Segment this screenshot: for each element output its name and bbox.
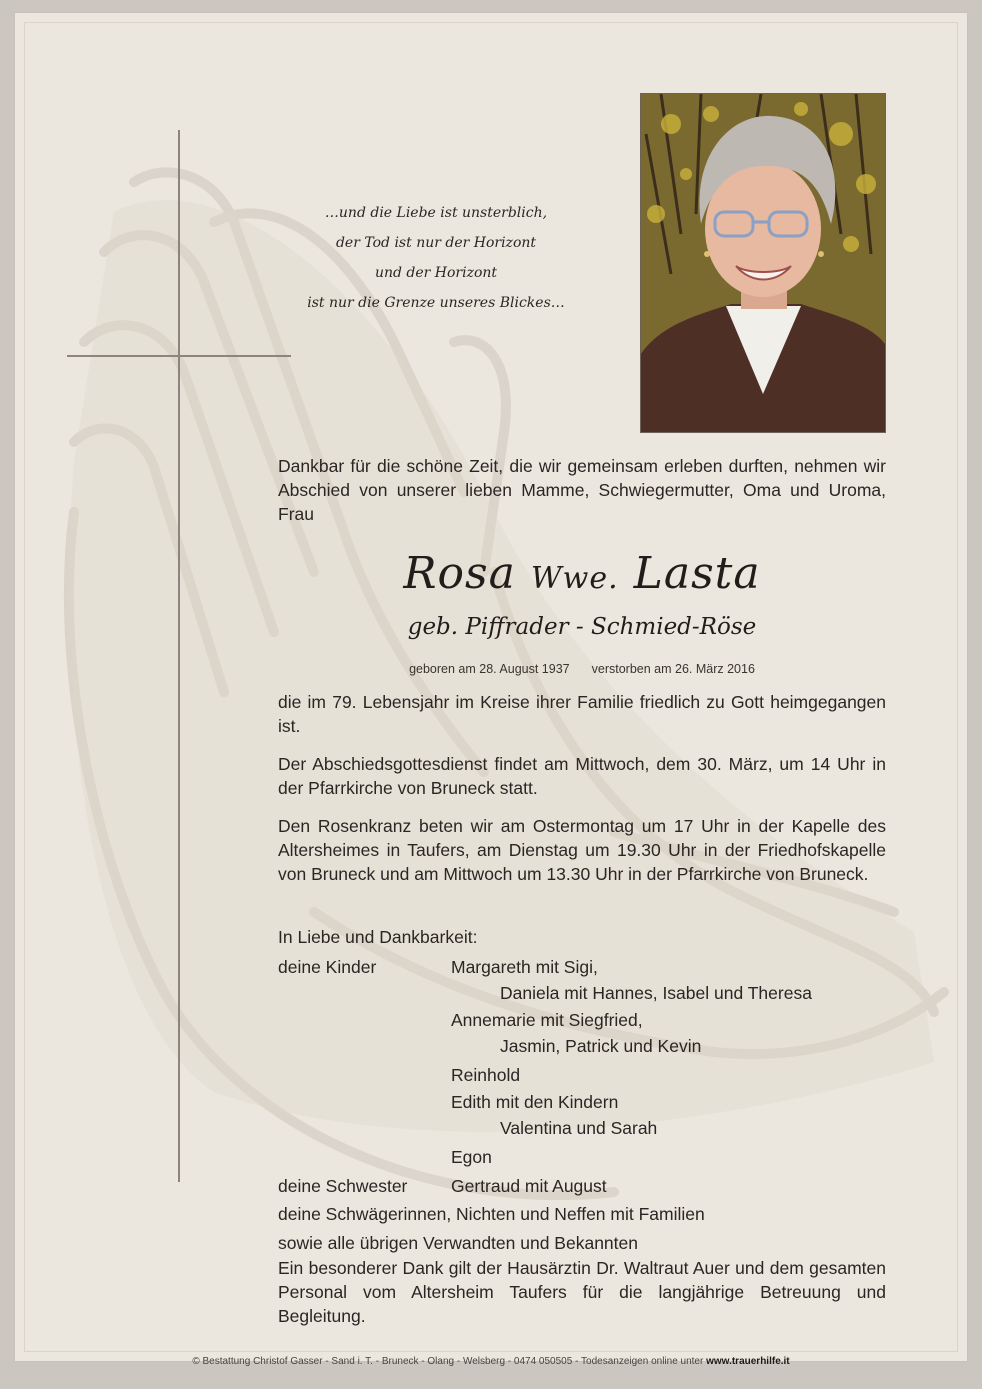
mourner-entry: Egon xyxy=(451,1147,492,1167)
obituary-card xyxy=(14,12,968,1367)
closing-thanks: Ein besonderer Dank gilt der Hausärztin Dr. Waltraut Auer und dem gesamten Personal vom Altersheim Taufers für die langjährige Betreuung und Begleitung. xyxy=(278,1258,886,1326)
poem-line: und der Horizont xyxy=(374,265,498,281)
relatives-line: deine Schwägerinnen, Nichten und Neffen mit Familien xyxy=(278,1204,705,1224)
mourner-entry: Valentina und Sarah xyxy=(500,1118,658,1138)
last-name: Lasta xyxy=(633,548,761,599)
poem-line: der Tod ist nur der Horizont xyxy=(335,235,537,251)
footer-link[interactable]: www.trauerhilfe.it xyxy=(706,1356,790,1367)
footer xyxy=(14,1356,968,1367)
maiden-name: geb. Piffrader - Schmied-Röse xyxy=(407,614,757,640)
relatives-line: sowie alle übrigen Verwandten und Bekannten xyxy=(278,1233,638,1253)
rosary-paragraph: Den Rosenkranz beten wir am Ostermontag um 17 Uhr in der Kapelle des Altersheimes in Taufers, am Dienstag um 19.30 Uhr in der Friedhofskapelle von Bruneck und am Mittwoch um 13.30 Uhr in der Pfarrkirche von Bruneck. xyxy=(278,816,886,884)
cross-vertical-bar xyxy=(178,130,180,1182)
funeral-service-paragraph: Der Abschiedsgottesdienst findet am Mittwoch, dem 30. März, um 14 Uhr in der Pfarrkirche von Bruneck statt. xyxy=(278,754,886,798)
mourner-entry: Edith mit den Kindern xyxy=(451,1092,619,1112)
intro-text: Dankbar für die schöne Zeit, die wir gemeinsam erleben durften, nehmen wir Abschied von unserer lieben Mamme, Schwiegermutter, Oma und Uroma, Frau xyxy=(278,456,886,524)
deceased-name xyxy=(278,548,886,599)
cross-horizontal-bar xyxy=(67,355,291,357)
portrait-illustration xyxy=(641,94,885,432)
mourner-entry: Reinhold xyxy=(451,1065,521,1085)
mourner-group-label: deine Kinder xyxy=(278,957,377,977)
mourner-entry: Annemarie mit Siegfried, xyxy=(451,1010,643,1030)
widow-title: Wwe. xyxy=(530,561,619,596)
poem-quote xyxy=(276,198,596,318)
passing-paragraph: die im 79. Lebensjahr im Kreise ihrer Familie friedlich zu Gott heimgegangen ist. xyxy=(278,692,886,736)
mourner-entry: Margareth mit Sigi, xyxy=(451,957,598,977)
life-dates xyxy=(278,662,886,676)
birth-date: geboren am 28. August 1937 xyxy=(409,662,570,676)
death-date: verstorben am 26. März 2016 xyxy=(591,662,755,676)
mourner-entry: Jasmin, Patrick und Kevin xyxy=(500,1036,702,1056)
poem-line: …und die Liebe ist unsterblich, xyxy=(324,205,548,221)
mourner-entry: Daniela mit Hannes, Isabel und Theresa xyxy=(500,983,812,1003)
footer-text: © Bestattung Christof Gasser - Sand i. T. - Bruneck - Olang - Welsberg - 0474 050505 - Todesanzeigen online unter xyxy=(192,1356,704,1367)
mourner-group-label: deine Schwester xyxy=(278,1176,408,1196)
poem-line: ist nur die Grenze unseres Blickes… xyxy=(307,295,565,311)
first-name: Rosa xyxy=(403,548,516,599)
portrait-photo xyxy=(640,93,886,433)
mourner-entry: Gertraud mit August xyxy=(451,1176,607,1196)
mourners-intro: In Liebe und Dankbarkeit: xyxy=(278,927,478,947)
